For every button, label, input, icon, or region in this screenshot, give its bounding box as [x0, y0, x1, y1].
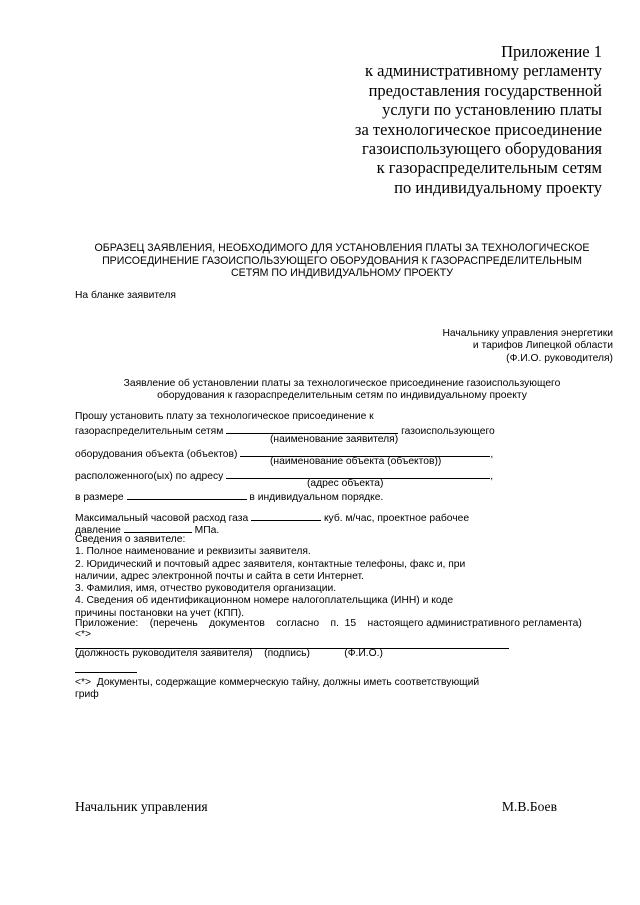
- appendix-line: за технологическое присоединение: [354, 119, 602, 139]
- document-title: [64, 242, 620, 280]
- applicant-info-item: 2. Юридический и почтовый адрес заявителя, контактные телефоны, факс и, при: [75, 558, 466, 570]
- applicant-info-heading: Сведения о заявителе:: [75, 534, 186, 545]
- appendix-header: [355, 42, 602, 197]
- addressee-line: и тарифов Липецкой области: [472, 340, 613, 352]
- letterhead-note: На бланке заявителя: [75, 290, 176, 301]
- footer-position: Начальник управления: [75, 799, 208, 814]
- signature-caption: (должность руководителя заявителя) (подпись) (Ф.И.О.): [75, 648, 383, 659]
- request-text: в размере: [75, 492, 124, 503]
- statement-heading-line: Заявление об установлении платы за технологическое присоединение газоиспользующего: [123, 378, 561, 389]
- request-line-4: [75, 468, 493, 483]
- applicant-info-item: причины постановки на учет (КПП).: [75, 607, 245, 619]
- addressee-block: [442, 328, 613, 365]
- attachment-line: Приложение: (перечень документов согласно п. 15 настоящего административного регламента): [75, 618, 582, 629]
- appendix-line: к административному регламенту: [365, 61, 602, 81]
- appendix-line: Приложение 1: [501, 42, 602, 61]
- object-name-caption: (наименование объекта (объектов)): [270, 456, 442, 467]
- applicant-info-item: 3. Фамилия, имя, отчество руководителя организации.: [75, 583, 337, 595]
- consumption-text: давление: [75, 525, 121, 536]
- footnote-separator: [75, 672, 137, 673]
- appendix-line: по индивидуальному проекту: [394, 177, 602, 197]
- applicant-info: [75, 534, 465, 620]
- consumption-text: МПа.: [194, 525, 220, 536]
- appendix-line: предоставления государственной: [368, 80, 602, 100]
- appendix-line: к газораспределительным сетям: [376, 158, 602, 178]
- applicant-info-item: наличии, адрес электронной почты и сайта в сети Интернет.: [75, 570, 364, 582]
- request-line-1: Прошу установить плату за технологическое присоединение к: [75, 411, 374, 422]
- title-line: ПРИСОЕДИНЕНИЕ ГАЗОИСПОЛЬЗУЮЩЕГО ОБОРУДОВАНИЯ К ГАЗОРАСПРЕДЕЛИТЕЛЬНЫМ: [102, 254, 582, 267]
- applicant-info-item: 4. Сведения об идентификационном номере налогоплательщика (ИНН) и коде: [75, 595, 454, 607]
- footnote-line: гриф: [75, 689, 99, 700]
- request-line-5: [75, 489, 383, 504]
- attachment-footnote-mark: <*>: [75, 629, 92, 640]
- object-address-caption: (адрес объекта): [307, 478, 384, 489]
- applicant-name-field: [226, 423, 398, 434]
- consumption-text: Максимальный часовой расход газа: [75, 513, 249, 524]
- request-text: ,: [490, 449, 494, 460]
- statement-heading-line: оборудования к газораспределительным сетям по индивидуальному проекту: [157, 390, 527, 402]
- request-text: оборудования объекта (объектов): [75, 449, 238, 460]
- footer-name: М.В.Боев: [501, 799, 557, 814]
- appendix-line: газоиспользующего оборудования: [362, 139, 602, 159]
- request-text: в индивидуальном порядке.: [249, 492, 384, 503]
- consumption-text: куб. м/час, проектное рабочее: [323, 513, 470, 524]
- addressee-line: (Ф.И.О. руководителя): [506, 352, 613, 364]
- request-text: газоиспользующего: [401, 426, 495, 437]
- applicant-info-item: 1. Полное наименование и реквизиты заявителя.: [75, 546, 311, 558]
- footnote-line: <*> Документы, содержащие коммерческую тайну, должны иметь соответствующий: [75, 677, 480, 688]
- request-text: ,: [490, 471, 494, 482]
- addressee-line: Начальнику управления энергетики: [442, 328, 613, 339]
- title-line: СЕТЯМ ПО ИНДИВИДУАЛЬНОМУ ПРОЕКТУ: [231, 267, 453, 280]
- gas-flow-field: [251, 510, 321, 521]
- title-line: ОБРАЗЕЦ ЗАЯВЛЕНИЯ, НЕОБХОДИМОГО ДЛЯ УСТАНОВЛЕНИЯ ПЛАТЫ ЗА ТЕХНОЛОГИЧЕСКОЕ: [94, 242, 590, 254]
- amount-field: [127, 489, 247, 500]
- request-text: газораспределительным сетям: [75, 426, 224, 437]
- appendix-line: услуги по установлению платы: [382, 100, 602, 120]
- pressure-field: [124, 522, 192, 533]
- request-text: расположенного(ых) по адресу: [75, 471, 224, 482]
- applicant-name-caption: (наименование заявителя): [270, 434, 399, 445]
- statement-heading: [64, 378, 620, 403]
